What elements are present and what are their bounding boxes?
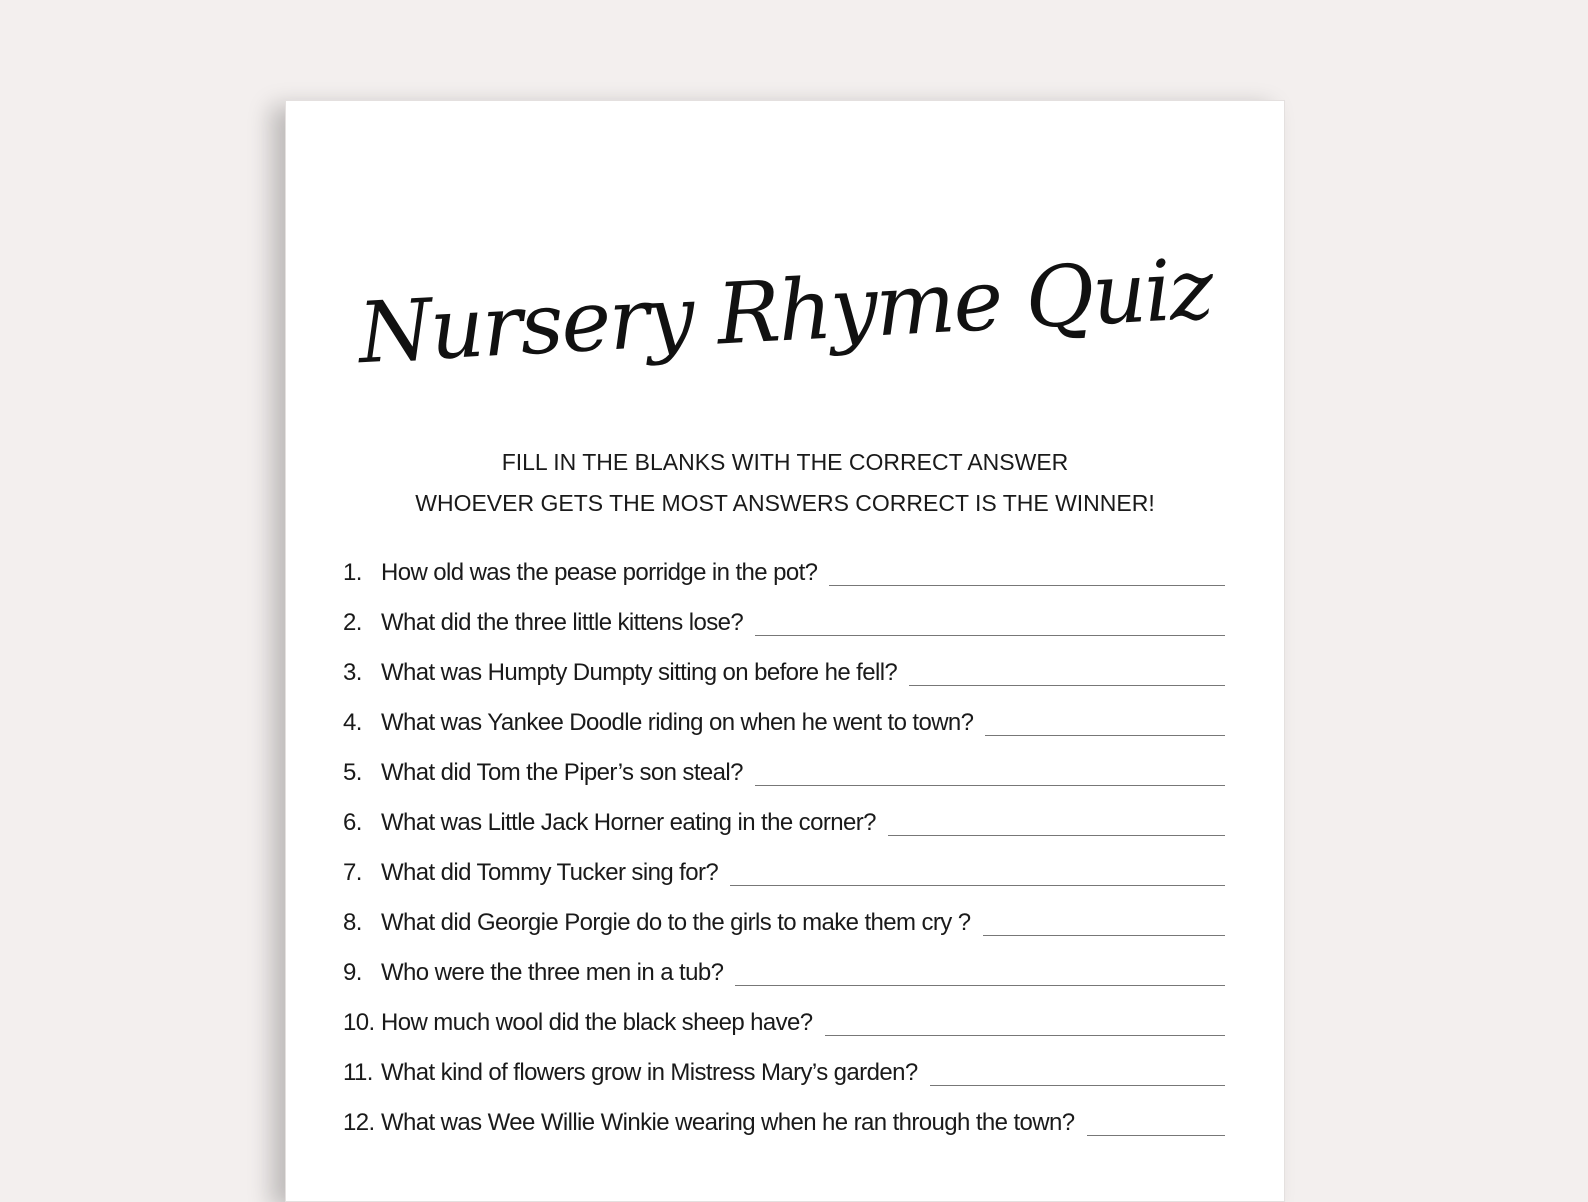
question-item bbox=[343, 1109, 1225, 1137]
answer-blank[interactable] bbox=[730, 885, 1225, 886]
question-text: What was Little Jack Horner eating in the corner? bbox=[381, 809, 876, 836]
answer-blank[interactable] bbox=[735, 985, 1225, 986]
question-text: What was Humpty Dumpty sitting on before he fell? bbox=[381, 659, 898, 686]
quiz-sheet bbox=[285, 100, 1285, 1202]
answer-blank[interactable] bbox=[909, 685, 1225, 686]
question-number: 9. bbox=[343, 959, 362, 986]
question-text: What did the three little kittens lose? bbox=[381, 609, 744, 636]
instruction-line-1: FILL IN THE BLANKS WITH THE CORRECT ANSWER bbox=[501, 449, 1069, 475]
question-text: What did Georgie Porgie do to the girls to make them cry ? bbox=[381, 909, 971, 936]
answer-blank[interactable] bbox=[1087, 1135, 1225, 1136]
question-number: 12. bbox=[343, 1109, 375, 1136]
question-item bbox=[343, 809, 1225, 837]
question-text: What did Tommy Tucker sing for? bbox=[381, 859, 719, 886]
quiz-title: Nursery Rhyme Quiz bbox=[356, 239, 1214, 383]
answer-blank[interactable] bbox=[755, 635, 1225, 636]
question-text: What did Tom the Piper’s son steal? bbox=[381, 759, 743, 786]
question-item bbox=[343, 659, 1225, 687]
answer-blank[interactable] bbox=[888, 835, 1225, 836]
question-item bbox=[343, 1059, 1225, 1087]
answer-blank[interactable] bbox=[829, 585, 1225, 586]
question-number: 10. bbox=[343, 1009, 375, 1036]
question-number: 3. bbox=[343, 659, 362, 686]
question-text: How much wool did the black sheep have? bbox=[381, 1009, 813, 1036]
question-item bbox=[343, 609, 1225, 637]
question-number: 4. bbox=[343, 709, 362, 736]
question-number: 11. bbox=[343, 1059, 373, 1086]
question-text: Who were the three men in a tub? bbox=[381, 959, 724, 986]
question-number: 8. bbox=[343, 909, 362, 936]
question-item bbox=[343, 909, 1225, 937]
question-number: 6. bbox=[343, 809, 362, 836]
answer-blank[interactable] bbox=[755, 785, 1225, 786]
question-item bbox=[343, 1009, 1225, 1037]
question-number: 2. bbox=[343, 609, 362, 636]
answer-blank[interactable] bbox=[985, 735, 1225, 736]
question-item bbox=[343, 709, 1225, 737]
answer-blank[interactable] bbox=[825, 1035, 1225, 1036]
question-item bbox=[343, 559, 1225, 587]
answer-blank[interactable] bbox=[930, 1085, 1225, 1086]
question-item bbox=[343, 759, 1225, 787]
answer-blank[interactable] bbox=[983, 935, 1226, 936]
instruction-line-2: WHOEVER GETS THE MOST ANSWERS CORRECT IS THE WINNER! bbox=[415, 490, 1155, 516]
question-text: What kind of flowers grow in Mistress Mary’s garden? bbox=[381, 1059, 918, 1086]
question-text: What was Wee Willie Winkie wearing when he ran through the town? bbox=[381, 1109, 1075, 1136]
question-text: How old was the pease porridge in the pot? bbox=[381, 559, 818, 586]
question-number: 5. bbox=[343, 759, 362, 786]
question-number: 1. bbox=[343, 559, 362, 586]
question-number: 7. bbox=[343, 859, 362, 886]
question-text: What was Yankee Doodle riding on when he went to town? bbox=[381, 709, 974, 736]
question-item bbox=[343, 859, 1225, 887]
question-item bbox=[343, 959, 1225, 987]
